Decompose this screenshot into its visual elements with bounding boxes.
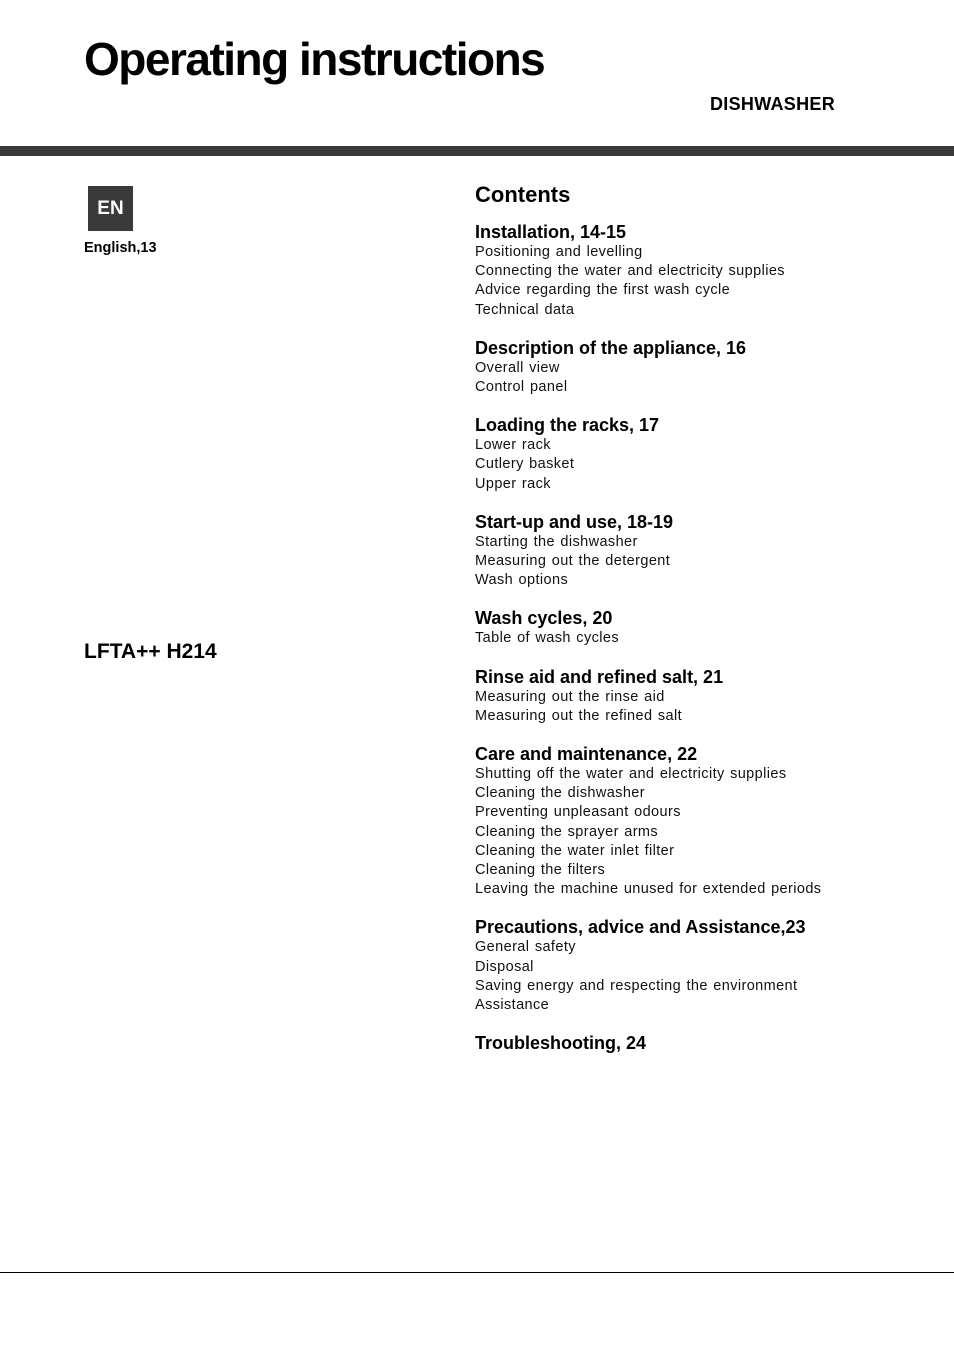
section-heading: Precautions, advice and Assistance,23 — [475, 917, 806, 938]
section-heading: Care and maintenance, 22 — [475, 744, 698, 765]
section-item: Control panel — [475, 379, 568, 396]
contents-section — [475, 608, 935, 648]
section-item: Cleaning the sprayer arms — [475, 823, 659, 840]
section-item: Upper rack — [475, 475, 551, 492]
section-heading: Rinse aid and refined salt, 21 — [475, 666, 724, 687]
contents-sections — [475, 222, 935, 1054]
section-heading: Start-up and use, 18-19 — [475, 511, 674, 532]
contents-section — [475, 512, 935, 591]
section-item: Positioning and levelling — [475, 244, 643, 260]
section-heading: Loading the racks, 17 — [475, 415, 660, 436]
section-item: Cleaning the dishwasher — [475, 785, 645, 802]
section-item: Measuring out the refined salt — [475, 707, 683, 724]
language-badge: EN — [88, 186, 133, 231]
section-item: Preventing unpleasant odours — [475, 804, 681, 821]
section-item: Cleaning the filters — [475, 862, 606, 879]
contents-section — [475, 338, 935, 397]
contents-section — [475, 744, 935, 899]
section-item: Technical data — [475, 301, 575, 318]
section-item: Connecting the water and electricity supplies — [475, 263, 785, 280]
section-item: Shutting off the water and electricity supplies — [475, 766, 787, 783]
section-heading: Installation, 14-15 — [475, 222, 627, 242]
section-item: Leaving the machine unused for extended periods — [475, 881, 822, 898]
section-item: Lower rack — [475, 437, 551, 454]
section-heading: Description of the appliance, 16 — [475, 337, 747, 358]
section-item: Cutlery basket — [475, 456, 575, 473]
page-title: Operating instructions — [84, 33, 545, 85]
footer-divider — [0, 1272, 954, 1273]
section-item: Saving energy and respecting the environment — [475, 977, 798, 994]
header-divider — [0, 146, 954, 156]
contents-section — [475, 1033, 935, 1054]
contents-section — [475, 667, 935, 726]
section-item: General safety — [475, 939, 576, 956]
section-item: Disposal — [475, 958, 534, 975]
section-heading: Wash cycles, 20 — [475, 608, 613, 629]
section-item: Assistance — [475, 997, 550, 1014]
product-type: DISHWASHER — [709, 94, 835, 114]
table-of-contents — [475, 182, 935, 1072]
section-item: Measuring out the detergent — [475, 553, 671, 570]
section-item: Advice regarding the first wash cycle — [475, 282, 731, 299]
section-item: Wash options — [475, 572, 569, 589]
section-item: Table of wash cycles — [475, 630, 619, 647]
language-page-ref: English,13 — [84, 240, 157, 256]
contents-title: Contents — [475, 182, 571, 207]
contents-section — [475, 222, 935, 320]
section-item: Starting the dishwasher — [475, 533, 638, 550]
contents-section — [475, 917, 935, 1015]
section-heading: Troubleshooting, 24 — [475, 1033, 647, 1054]
section-item: Overall view — [475, 359, 560, 376]
contents-section — [475, 415, 935, 494]
section-item: Measuring out the rinse aid — [475, 688, 665, 705]
section-item: Cleaning the water inlet filter — [475, 842, 675, 859]
model-number: LFTA++ H214 — [84, 640, 217, 663]
